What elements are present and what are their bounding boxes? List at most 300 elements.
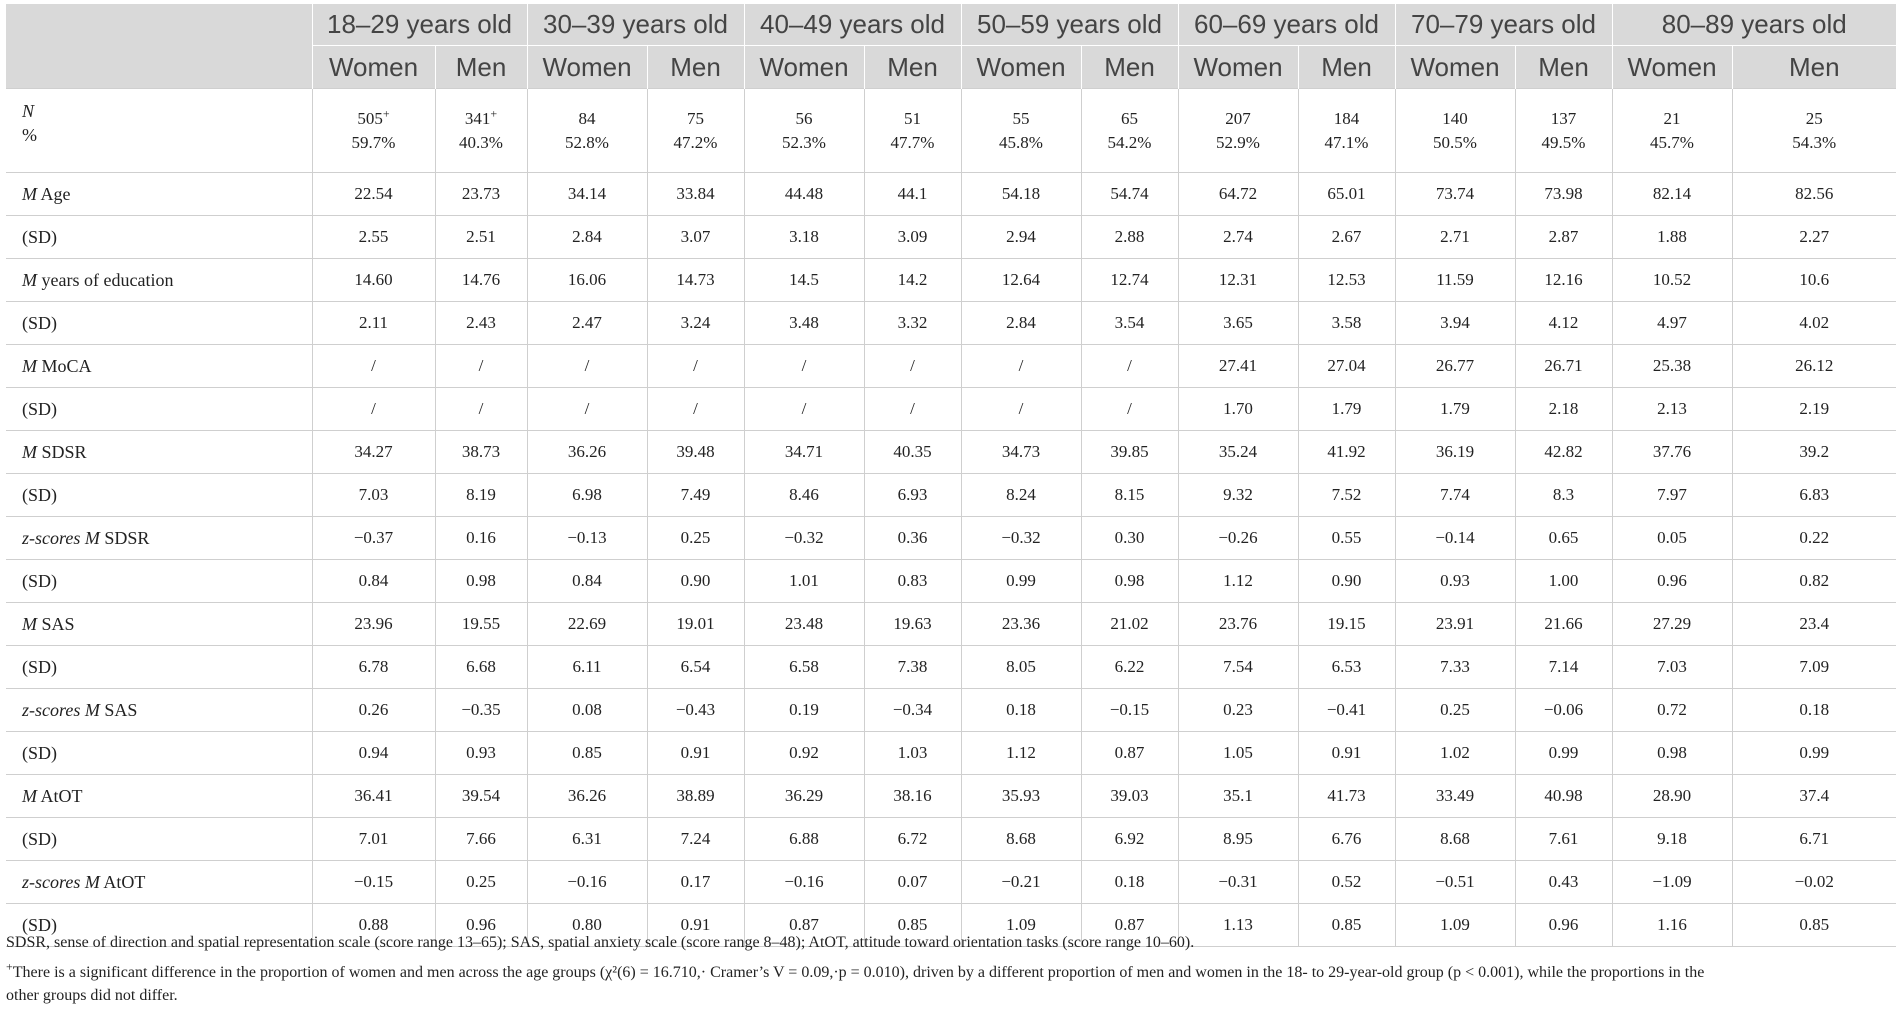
table-cell: 7.49 [647,474,744,517]
row-label [6,603,312,646]
table-cell: 0.85 [864,904,961,947]
table-header [6,4,1896,89]
table-cell: 82.14 [1612,173,1732,216]
table-cell: 0.07 [864,861,961,904]
table-cell: 6.78 [312,646,435,689]
table-cell: 8.3 [1515,474,1612,517]
n-value: 184 [1333,108,1360,128]
pct-value: 52.8% [565,132,609,152]
pct-value: 52.3% [782,132,826,152]
table-cell: 1.88 [1612,216,1732,259]
table-cell: 0.91 [1298,732,1395,775]
table-cell: 2.55 [312,216,435,259]
table-cell: 3.24 [647,302,744,345]
table-cell: / [864,345,961,388]
sex-header-men: Men [1515,46,1612,89]
table-cell: / [744,345,864,388]
n-value: 65 [1121,108,1138,128]
table-cell: 7.14 [1515,646,1612,689]
table-cell: 28.90 [1612,775,1732,818]
row-label [6,560,312,603]
table-cell: 3.18 [744,216,864,259]
table-cell: 0.93 [435,732,527,775]
table-cell: 2.67 [1298,216,1395,259]
table-cell: 23.4 [1732,603,1896,646]
table-cell: 3.58 [1298,302,1395,345]
table-cell: 36.29 [744,775,864,818]
table-cell: 8.05 [961,646,1081,689]
table-cell: 22.54 [312,173,435,216]
age-group-header: 60–69 years old [1178,4,1395,46]
table-cell: 23.36 [961,603,1081,646]
row-label [6,216,312,259]
sex-header-men: Men [435,46,527,89]
table-cell: −0.14 [1395,517,1515,560]
table-cell: 40.35 [864,431,961,474]
table-cell: 7.38 [864,646,961,689]
table-cell: 0.93 [1395,560,1515,603]
table-row [6,173,1896,216]
n-value: 21 [1663,108,1681,128]
table-cell: 64.72 [1178,173,1298,216]
table-cell: 41.92 [1298,431,1395,474]
table-cell: 7.52 [1298,474,1395,517]
table-cell: 73.98 [1515,173,1612,216]
table-cell: 0.91 [647,732,744,775]
table-cell: 14.5 [744,259,864,302]
table-cell: 36.26 [527,775,647,818]
row-label [6,818,312,861]
pct-value: 45.8% [999,132,1043,152]
table-cell: 3.32 [864,302,961,345]
table-cell: 7.61 [1515,818,1612,861]
n-value: 137 [1550,108,1577,128]
age-group-header: 18–29 years old [312,4,527,46]
header-corner-cell [6,4,312,89]
sex-header-men: Men [1298,46,1395,89]
table-cell: 8.46 [744,474,864,517]
table-cell: 7.74 [1395,474,1515,517]
table-cell: 2.19 [1732,388,1896,431]
table-cell: / [312,345,435,388]
row-label [6,302,312,345]
table-cell: 0.99 [1515,732,1612,775]
table-cell: 6.93 [864,474,961,517]
row-label-measure: MoCA [37,355,92,376]
table-cell: 2.84 [527,216,647,259]
age-group-header: 40–49 years old [744,4,961,46]
pct-value: 54.2% [1107,132,1152,152]
table-cell: 27.41 [1178,345,1298,388]
table-cell: 12.53 [1298,259,1395,302]
row-label [6,775,312,818]
pct-value: 47.1% [1324,132,1369,152]
sex-header-women: Women [312,46,435,89]
table-cell: 37.4 [1732,775,1896,818]
row-label-n: N [22,101,35,121]
row-label-measure: SAS [37,613,75,634]
row-label-measure: SAS [99,699,138,720]
footnote-statistics-line-2: other groups did not differ. [6,987,178,1004]
table-cell: / [527,345,647,388]
table-cell: 2.47 [527,302,647,345]
table-cell: 27.04 [1298,345,1395,388]
table-row [6,388,1896,431]
n-value: 51 [904,108,921,128]
table-cell: 2.27 [1732,216,1896,259]
table-cell: 39.85 [1081,431,1178,474]
table-cell: 1.03 [864,732,961,775]
table-cell: / [435,388,527,431]
table-cell: 39.03 [1081,775,1178,818]
age-group-header: 50–59 years old [961,4,1178,46]
table-cell: 3.07 [647,216,744,259]
table-cell: 54.74 [1081,173,1178,216]
sex-header-women: Women [1178,46,1298,89]
table-cell: 1.01 [744,560,864,603]
table-cell: −0.41 [1298,689,1395,732]
row-label-measure: AtOT [37,785,83,806]
row-label-prefix: (SD) [22,398,57,419]
table-cell: 23.73 [435,173,527,216]
sex-header-men: Men [864,46,961,89]
table-cell: 0.18 [1081,861,1178,904]
table-cell [527,89,647,173]
row-label-prefix: (SD) [22,570,57,591]
pct-value: 47.7% [890,132,935,152]
table-cell: 0.96 [1612,560,1732,603]
n-value: 75 [687,108,704,128]
table-cell: 1.09 [961,904,1081,947]
age-group-header: 80–89 years old [1612,4,1896,46]
table-cell: 4.12 [1515,302,1612,345]
table-cell: 39.48 [647,431,744,474]
table-row [6,861,1896,904]
table-cell: 0.85 [1298,904,1395,947]
table-cell: 1.12 [961,732,1081,775]
table-cell: 3.94 [1395,302,1515,345]
table-cell: 19.01 [647,603,744,646]
table-cell: 19.15 [1298,603,1395,646]
row-label [6,646,312,689]
table-cell: 6.58 [744,646,864,689]
table-cell: 0.96 [435,904,527,947]
n-value: 84 [578,108,596,128]
table-cell: 0.91 [647,904,744,947]
row-label-measure: SDSR [99,527,150,548]
table-row [6,732,1896,775]
table-cell: 0.26 [312,689,435,732]
table-cell: 1.16 [1612,904,1732,947]
table-cell: −0.43 [647,689,744,732]
table-cell: 23.96 [312,603,435,646]
table-cell: 1.05 [1178,732,1298,775]
table-cell: 39.2 [1732,431,1896,474]
table-cell: 0.16 [435,517,527,560]
table-cell: 1.02 [1395,732,1515,775]
sex-header-men: Men [647,46,744,89]
table-row [6,689,1896,732]
table-cell: 25.38 [1612,345,1732,388]
table-cell: 0.99 [1732,732,1896,775]
table-row [6,560,1896,603]
row-label-mean-symbol: M [22,785,37,806]
table-cell: 10.6 [1732,259,1896,302]
table-cell: 14.73 [647,259,744,302]
table-cell: / [1081,345,1178,388]
table-cell: 26.77 [1395,345,1515,388]
table-cell: 8.68 [1395,818,1515,861]
table-cell: 6.71 [1732,818,1896,861]
table-cell: 0.85 [1732,904,1896,947]
table-cell: 1.00 [1515,560,1612,603]
table-cell: −0.06 [1515,689,1612,732]
table-cell: 0.08 [527,689,647,732]
table-cell: −0.16 [744,861,864,904]
table-cell: 14.76 [435,259,527,302]
table-cell: 1.12 [1178,560,1298,603]
sex-header-women: Women [527,46,647,89]
n-value: 207 [1225,108,1251,128]
row-label-mean-symbol: M [22,269,37,290]
row-label-mean-symbol: M [84,527,100,548]
table-cell: −0.15 [312,861,435,904]
demographics-table [6,4,1896,947]
table-cell: 0.98 [1612,732,1732,775]
row-label-measure: years of education [37,269,174,290]
table-cell: 0.30 [1081,517,1178,560]
table-cell: 0.92 [744,732,864,775]
table-cell: 8.68 [961,818,1081,861]
table-cell: / [961,388,1081,431]
table-cell: 3.54 [1081,302,1178,345]
row-label-prefix: (SD) [22,312,57,333]
table-cell: 0.88 [312,904,435,947]
table-cell: 7.03 [1612,646,1732,689]
table-cell: 21.02 [1081,603,1178,646]
table-cell: 7.54 [1178,646,1298,689]
plus-mark: + [382,105,390,120]
table-cell: 35.1 [1178,775,1298,818]
table-cell: 27.29 [1612,603,1732,646]
table-cell: 0.05 [1612,517,1732,560]
footnote-plus-mark: + [6,959,13,974]
table-row [6,818,1896,861]
sex-header-women: Women [961,46,1081,89]
table-cell: 0.17 [647,861,744,904]
row-label-mean-symbol: M [84,699,100,720]
row-label-mean-symbol: M [22,441,37,462]
row-label [6,431,312,474]
table-cell: 0.90 [1298,560,1395,603]
sex-header-women: Women [1395,46,1515,89]
table-cell: 37.76 [1612,431,1732,474]
row-label [6,474,312,517]
table-row [6,603,1896,646]
table-cell: 12.64 [961,259,1081,302]
table-cell: −0.26 [1178,517,1298,560]
table-cell: 2.74 [1178,216,1298,259]
table-cell: 9.18 [1612,818,1732,861]
table-cell: / [312,388,435,431]
table-cell: 0.80 [527,904,647,947]
table-cell: 0.36 [864,517,961,560]
table-cell: 4.97 [1612,302,1732,345]
table-cell: 23.76 [1178,603,1298,646]
table-cell: 2.71 [1395,216,1515,259]
table-cell: 6.83 [1732,474,1896,517]
table-cell: 2.11 [312,302,435,345]
footnote-statistics-line-1: There is a significant difference in the proportion of women and men across the age groups (χ²(6) = 16.710,· Cramer’s V = 0.09,·p = 0.010), driven by a different proportion of men and women in the 18- to 29-year-old group (p < 0.001), while the proportions in the [12,964,1705,981]
age-group-header: 70–79 years old [1395,4,1612,46]
table-cell: 1.13 [1178,904,1298,947]
table-cell: 33.49 [1395,775,1515,818]
table-cell: 0.25 [647,517,744,560]
row-label-prefix: (SD) [22,656,57,677]
row-label-pct: % [22,125,37,145]
row-label-measure: AtOT [99,871,146,892]
table-cell: 44.48 [744,173,864,216]
table-cell: −0.37 [312,517,435,560]
table-cell: −0.16 [527,861,647,904]
table-cell: 1.79 [1395,388,1515,431]
table-row [6,474,1896,517]
table-cell: 22.69 [527,603,647,646]
table-cell: 0.98 [435,560,527,603]
row-label-prefix: (SD) [22,742,57,763]
age-group-header-row [6,4,1896,46]
table-cell: −0.15 [1081,689,1178,732]
table-cell: 7.09 [1732,646,1896,689]
table-cell: 42.82 [1515,431,1612,474]
table-cell [744,89,864,173]
table-cell: 0.85 [527,732,647,775]
pct-value: 50.5% [1433,132,1477,152]
table-cell: 6.22 [1081,646,1178,689]
table-cell: 16.06 [527,259,647,302]
table-cell: 0.87 [1081,904,1178,947]
table-cell: / [1081,388,1178,431]
table-cell: −0.51 [1395,861,1515,904]
table-cell [864,89,961,173]
table-cell [961,89,1081,173]
table-cell: / [744,388,864,431]
table-cell: 2.84 [961,302,1081,345]
pct-value: 40.3% [459,132,503,152]
table-cell: 35.24 [1178,431,1298,474]
table-cell: 6.11 [527,646,647,689]
table-cell: 34.27 [312,431,435,474]
table-cell: 6.31 [527,818,647,861]
table-cell: 26.71 [1515,345,1612,388]
sex-header-women: Women [744,46,864,89]
table-cell: −0.13 [527,517,647,560]
table-cell: 2.87 [1515,216,1612,259]
table-cell: 38.73 [435,431,527,474]
table-row [6,345,1896,388]
table-cell: 9.32 [1178,474,1298,517]
n-value: 56 [795,108,813,128]
table-cell: 65.01 [1298,173,1395,216]
table-row [6,517,1896,560]
table-row [6,302,1896,345]
table-cell: 14.60 [312,259,435,302]
table-cell: 3.48 [744,302,864,345]
table-cell: 0.52 [1298,861,1395,904]
sex-header-men: Men [1081,46,1178,89]
table-cell: 10.52 [1612,259,1732,302]
row-label-prefix: z-scores [22,527,85,548]
table-cell: 7.33 [1395,646,1515,689]
table-cell: 6.53 [1298,646,1395,689]
pct-value: 49.5% [1541,132,1586,152]
table-cell: −0.35 [435,689,527,732]
table-cell: 0.72 [1612,689,1732,732]
table-cell: 14.2 [864,259,961,302]
table-cell: 7.66 [435,818,527,861]
table-cell: 21.66 [1515,603,1612,646]
row-label-mean-symbol: M [22,613,37,634]
table-cell: 0.22 [1732,517,1896,560]
table-cell: 41.73 [1298,775,1395,818]
table-cell: 0.65 [1515,517,1612,560]
row-label-measure: Age [37,183,71,204]
table-cell: 0.55 [1298,517,1395,560]
table-cell: 0.96 [1515,904,1612,947]
table-cell: 44.1 [864,173,961,216]
table-cell: 1.09 [1395,904,1515,947]
table-cell: / [647,388,744,431]
table-cell: 4.02 [1732,302,1896,345]
table-cell: 38.89 [647,775,744,818]
table-cell: 82.56 [1732,173,1896,216]
table-cell: 36.26 [527,431,647,474]
table-cell: 0.23 [1178,689,1298,732]
table-cell: 0.18 [961,689,1081,732]
table-cell: 73.74 [1395,173,1515,216]
table-cell: 0.98 [1081,560,1178,603]
table-cell: 19.55 [435,603,527,646]
table-cell: 0.90 [647,560,744,603]
table-cell: 2.94 [961,216,1081,259]
table-cell: 0.87 [744,904,864,947]
table-cell: 54.18 [961,173,1081,216]
table-cell [1732,89,1896,173]
table-cell [647,89,744,173]
row-label [6,259,312,302]
table-cell: 0.19 [744,689,864,732]
table-cell: 7.01 [312,818,435,861]
table-cell: 0.43 [1515,861,1612,904]
row-label [6,345,312,388]
row-label [6,517,312,560]
table-cell [1298,89,1395,173]
pct-value: 59.7% [351,132,396,152]
n-value: 505 [357,108,383,128]
table-cell: 0.99 [961,560,1081,603]
table-row [6,216,1896,259]
table-cell: 0.83 [864,560,961,603]
table-cell: 0.18 [1732,689,1896,732]
row-label-prefix: (SD) [22,484,57,505]
table-cell: 12.74 [1081,259,1178,302]
table-cell: 33.84 [647,173,744,216]
table-cell: 8.15 [1081,474,1178,517]
table-cell: −0.31 [1178,861,1298,904]
table-cell: / [864,388,961,431]
table-cell: 6.88 [744,818,864,861]
table-cell: −1.09 [1612,861,1732,904]
